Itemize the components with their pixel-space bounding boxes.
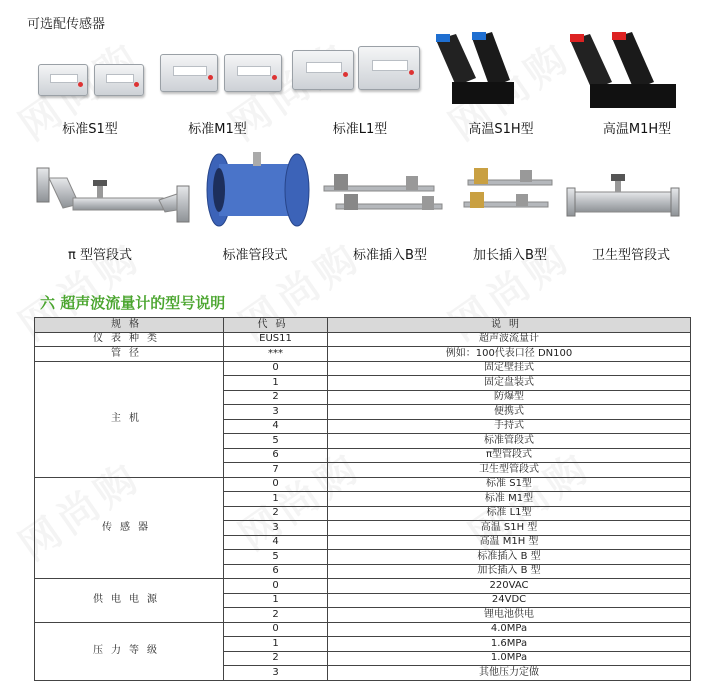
spec-name-cell: 仪表种类: [35, 332, 224, 347]
table-row: [35, 622, 691, 637]
product-m1-image: [160, 50, 282, 102]
desc-cell: 手持式: [328, 419, 691, 434]
desc-cell: 锂电池供电: [328, 608, 691, 623]
code-cell: 5: [224, 550, 328, 565]
product-label: π 型管段式: [68, 248, 132, 263]
code-cell: 2: [224, 608, 328, 623]
code-cell: 3: [224, 405, 328, 420]
code-cell: 1: [224, 593, 328, 608]
desc-cell: 其他压力定做: [328, 666, 691, 681]
long-insertion-probe-icon: [460, 162, 556, 224]
group-name-cell: 压力等级: [35, 622, 224, 680]
table-row: [35, 477, 691, 492]
product-label: 标准插入B型: [353, 248, 427, 263]
desc-cell: 标准插入 B 型: [328, 550, 691, 565]
code-cell: 6: [224, 564, 328, 579]
desc-cell: 防爆型: [328, 390, 691, 405]
table-row: [35, 361, 691, 376]
header-desc: 说明: [328, 318, 691, 333]
code-cell: 3: [224, 521, 328, 536]
code-cell: 6: [224, 448, 328, 463]
product-label: 标准管段式: [222, 248, 288, 263]
product-s1h-image: [428, 30, 523, 110]
transmitter-box-icon: [358, 46, 420, 90]
header-spec: 规格: [35, 318, 224, 333]
product-label: 标准S1型: [62, 122, 118, 137]
product-label: 加长插入B型: [473, 248, 547, 263]
table-row: [35, 347, 691, 362]
code-cell: 0: [224, 622, 328, 637]
desc-cell: 超声波流量计: [328, 332, 691, 347]
code-cell: 2: [224, 651, 328, 666]
product-s1-image: [38, 58, 148, 110]
desc-cell: 例如：100代表口径 DN100: [328, 347, 691, 362]
code-cell: 0: [224, 361, 328, 376]
transmitter-box-icon: [38, 64, 88, 96]
code-cell: 1: [224, 637, 328, 652]
desc-cell: 固定壁挂式: [328, 361, 691, 376]
product-insertion-b-image: [322, 172, 444, 224]
model-spec-table: [34, 317, 691, 681]
desc-cell: 标准管段式: [328, 434, 691, 449]
group-name-cell: 主机: [35, 361, 224, 477]
desc-cell: π型管段式: [328, 448, 691, 463]
table-header-row: [35, 318, 691, 333]
product-label: 高温M1H型: [602, 122, 672, 137]
code-cell: 3: [224, 666, 328, 681]
table-row: [35, 579, 691, 594]
transmitter-box-icon: [292, 50, 354, 90]
code-cell: 2: [224, 390, 328, 405]
desc-cell: 24VDC: [328, 593, 691, 608]
desc-cell: 高温 S1H 型: [328, 521, 691, 536]
product-long-insertion-b-image: [460, 162, 556, 224]
desc-cell: 1.0MPa: [328, 651, 691, 666]
desc-cell: 加长插入 B 型: [328, 564, 691, 579]
header-code: 代码: [224, 318, 328, 333]
desc-cell: 1.6MPa: [328, 637, 691, 652]
product-label: 标准M1型: [188, 122, 247, 137]
group-name-cell: 供电电源: [35, 579, 224, 623]
desc-cell: 高温 M1H 型: [328, 535, 691, 550]
code-cell: 4: [224, 419, 328, 434]
desc-cell: 便携式: [328, 405, 691, 420]
code-cell: EUS11: [224, 332, 328, 347]
code-cell: 0: [224, 579, 328, 594]
desc-cell: 卫生型管段式: [328, 463, 691, 478]
product-label: 标准L1型: [332, 122, 388, 137]
product-label: 卫生型管段式: [591, 248, 670, 263]
product-flanged-pipe-image: [205, 150, 315, 230]
code-cell: 1: [224, 492, 328, 507]
optional-sensors-heading: 可选配传感器: [27, 17, 106, 32]
spec-name-cell: 管径: [35, 347, 224, 362]
transmitter-box-icon: [160, 54, 218, 92]
code-cell: 4: [224, 535, 328, 550]
pi-pipe-section-icon: [33, 158, 193, 228]
high-temp-sensor-icon: [428, 30, 523, 110]
code-cell: 0: [224, 477, 328, 492]
product-pi-image: [33, 158, 193, 228]
table-row: [35, 332, 691, 347]
flanged-pipe-icon: [205, 150, 315, 230]
transmitter-box-icon: [224, 54, 282, 92]
group-name-cell: 传感器: [35, 477, 224, 579]
section-title: 六 超声波流量计的型号说明: [40, 294, 226, 312]
code-cell: 5: [224, 434, 328, 449]
desc-cell: 220VAC: [328, 579, 691, 594]
desc-cell: 4.0MPa: [328, 622, 691, 637]
transmitter-box-icon: [94, 64, 144, 96]
desc-cell: 标准 S1型: [328, 477, 691, 492]
product-m1h-image: [560, 30, 680, 112]
code-cell: 7: [224, 463, 328, 478]
insertion-probe-icon: [322, 172, 444, 224]
product-l1-image: [292, 46, 422, 98]
code-cell: ***: [224, 347, 328, 362]
desc-cell: 标准 M1型: [328, 492, 691, 507]
sanitary-pipe-icon: [565, 172, 680, 222]
product-label: 高温S1H型: [468, 122, 534, 137]
high-temp-sensor-icon: [560, 30, 680, 112]
code-cell: 2: [224, 506, 328, 521]
code-cell: 1: [224, 376, 328, 391]
desc-cell: 固定盘装式: [328, 376, 691, 391]
table-body: [35, 332, 691, 680]
desc-cell: 标准 L1型: [328, 506, 691, 521]
product-sanitary-image: [565, 172, 680, 222]
